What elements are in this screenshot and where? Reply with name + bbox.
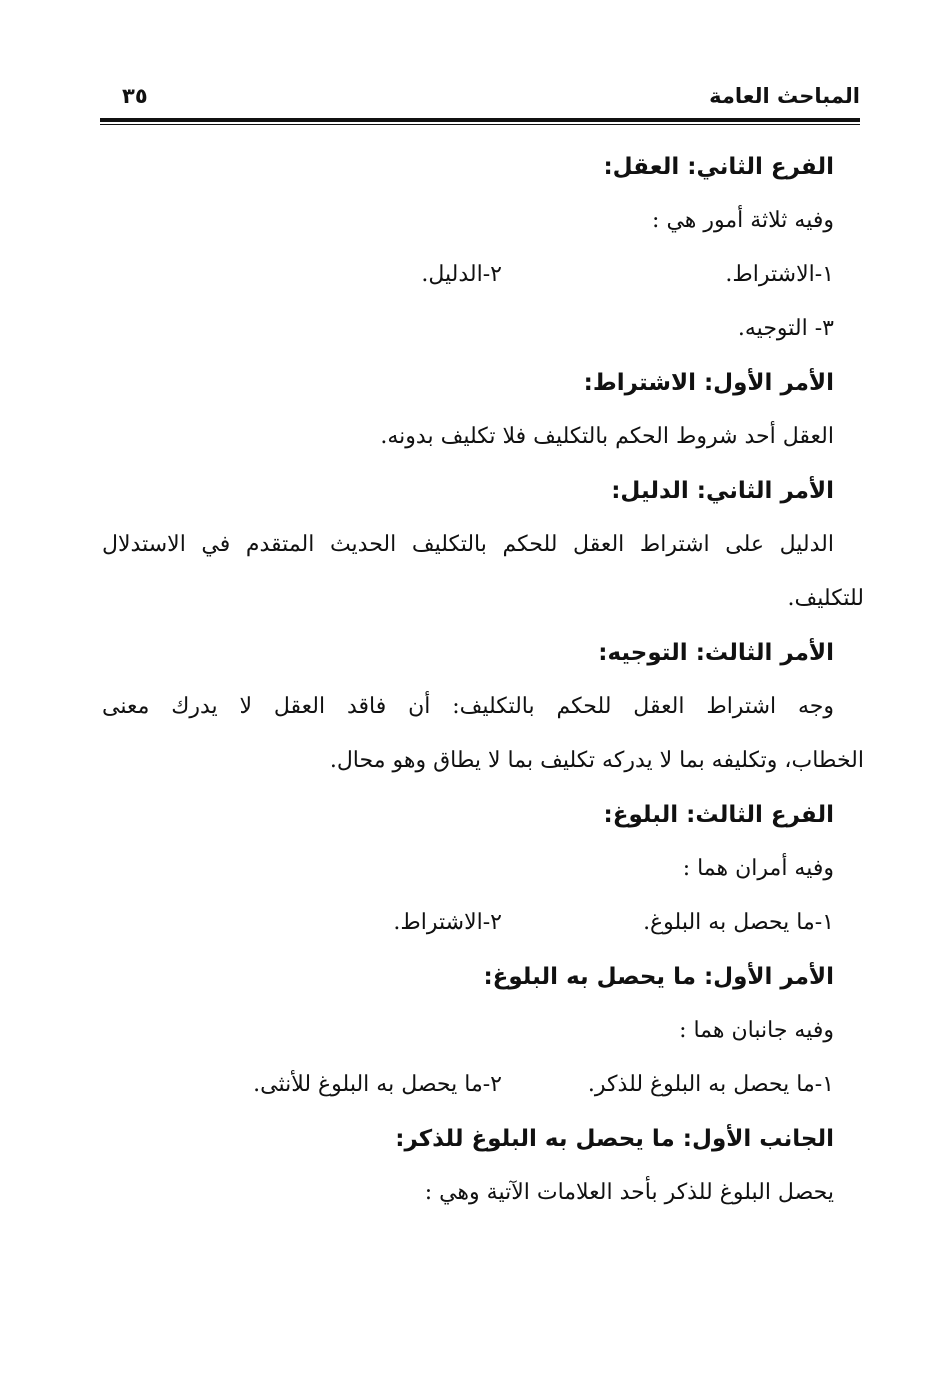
heading-condition: الأمر الأول: الاشتراط: xyxy=(583,370,834,396)
page-body xyxy=(102,140,864,1220)
first-matter-list-row xyxy=(102,1058,864,1112)
branch-3-item-1: ١-ما يحصل به البلوغ. xyxy=(643,910,834,935)
header-rule-thin xyxy=(100,124,860,125)
page-header xyxy=(100,84,860,114)
branch-2-list-row xyxy=(102,248,864,302)
branch-3-item-2: ٢-الاشتراط. xyxy=(393,910,502,935)
branch-2-item-1: ١-الاشتراط. xyxy=(725,262,834,287)
branch-2-item-2: ٢-الدليل. xyxy=(421,262,502,287)
paragraph-proof-line-2: للتكليف. xyxy=(787,586,864,611)
branch-2-intro: وفيه ثلاثة أمور هي : xyxy=(652,208,834,233)
heading-proof: الأمر الثاني: الدليل: xyxy=(611,478,834,504)
paragraph-condition: العقل أحد شروط الحكم بالتكليف فلا تكليف بدونه. xyxy=(380,424,834,449)
running-header-title: المباحث العامة xyxy=(709,84,860,108)
branch-3-list-row xyxy=(102,896,864,950)
first-matter-item-2: ٢-ما يحصل به البلوغ للأنثى. xyxy=(253,1072,502,1097)
heading-branch-3: الفرع الثالث: البلوغ: xyxy=(603,802,834,828)
heading-reason: الأمر الثالث: التوجيه: xyxy=(598,640,834,666)
first-matter-item-1: ١-ما يحصل به البلوغ للذكر. xyxy=(587,1072,834,1097)
branch-2-item-3: ٣- التوجيه. xyxy=(737,316,834,341)
paragraph-reason-line-2: الخطاب، وتكليفه بما لا يدركه تكليف بما لا يطاق وهو محال. xyxy=(329,748,864,773)
paragraph-reason-line-1: وجه اشتراط العقل للحكم بالتكليف: أن فاقد العقل لا يدرك معنى xyxy=(102,694,834,719)
heading-branch-2: الفرع الثاني: العقل: xyxy=(603,154,834,180)
header-rule-thick xyxy=(100,118,860,122)
heading-first-matter: الأمر الأول: ما يحصل به البلوغ: xyxy=(483,964,834,990)
paragraph-male: يحصل البلوغ للذكر بأحد العلامات الآتية وهي : xyxy=(424,1180,834,1205)
page-number: ٣٥ xyxy=(122,84,148,108)
branch-3-intro: وفيه أمران هما : xyxy=(682,856,834,881)
paragraph-proof-line-1: الدليل على اشتراط العقل للحكم بالتكليف الحديث المتقدم في الاستدلال xyxy=(102,532,834,557)
heading-male: الجانب الأول: ما يحصل به البلوغ للذكر: xyxy=(395,1126,834,1152)
first-matter-intro: وفيه جانبان هما : xyxy=(679,1018,834,1043)
